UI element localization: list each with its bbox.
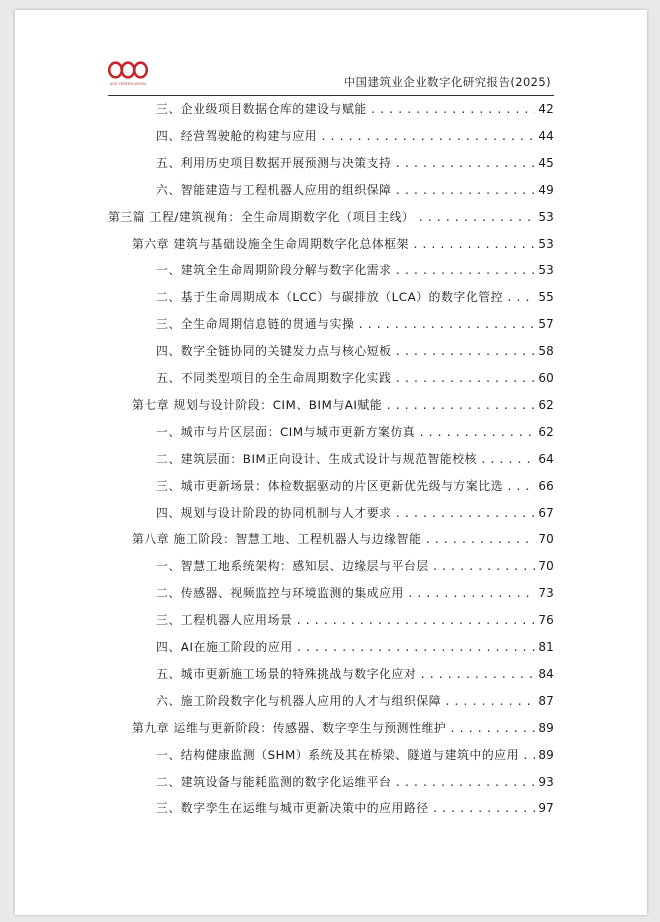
toc-entry-title: 二、传感器、视频监控与环境监测的集成应用	[156, 586, 404, 601]
toc-entry[interactable]	[156, 100, 554, 117]
toc-entry[interactable]	[156, 315, 554, 332]
toc-entry[interactable]	[156, 288, 554, 305]
toc-entry-title: 三、城市更新场景：体检数据驱动的片区更新优先级与方案比选	[156, 478, 504, 493]
toc-entry[interactable]	[156, 584, 554, 601]
toc-entry-title: 五、不同类型项目的全生命周期数字化实践	[156, 371, 392, 385]
toc-dot-leader	[522, 749, 535, 762]
toc-dot-leader	[395, 264, 536, 277]
toc-page-number: 70	[538, 532, 554, 547]
toc-entry-title: 二、基于生命周期成本（LCC）与碳排放（LCA）的数字化管控	[156, 290, 504, 305]
toc-entry-title: 第三篇 工程/建筑视角：全生命周期数字化（项目主线）	[108, 209, 415, 224]
toc-page-number: 89	[538, 720, 554, 735]
toc-entry[interactable]	[156, 423, 554, 440]
toc-entry[interactable]	[132, 530, 554, 547]
toc-page-number: 42	[538, 102, 554, 116]
toc-page-number: 45	[538, 155, 554, 170]
ace-logo-icon	[108, 60, 148, 90]
toc-dot-leader	[295, 614, 535, 627]
toc-page-number: 84	[538, 666, 554, 681]
toc-entry-title: 三、全生命周期信息链的贯通与实操	[156, 317, 355, 332]
toc-entry[interactable]	[156, 342, 554, 359]
toc-dot-leader	[419, 668, 535, 681]
toc-dot-leader	[418, 426, 535, 439]
toc-page-number: 73	[538, 586, 554, 601]
toc-entry-title: 三、企业级项目数据仓库的建设与赋能	[156, 102, 367, 116]
toc-entry-title: 三、数字孪生在运维与城市更新决策中的应用路径	[156, 801, 429, 816]
toc-entry-title: 第八章 施工阶段：智慧工地、工程机器人与边缘智能	[132, 532, 422, 547]
toc-dot-leader	[320, 130, 535, 143]
toc-entry-title: 一、建筑全生命周期阶段分解与数字化需求	[156, 263, 392, 278]
toc-entry-title: 三、工程机器人应用场景	[156, 613, 293, 628]
toc-entry[interactable]	[132, 719, 554, 736]
toc-entry-title: 二、建筑设备与能耗监测的数字化运维平台	[156, 774, 392, 789]
toc-entry-title: 六、智能建造与工程机器人应用的组织保障	[156, 182, 392, 197]
toc-dot-leader	[385, 399, 535, 412]
toc-entry[interactable]	[156, 181, 554, 198]
toc-dot-leader	[395, 345, 536, 358]
toc-entry-title: 四、规划与设计阶段的协同机制与人才要求	[156, 505, 392, 520]
toc-dot-leader	[407, 587, 535, 600]
toc-page-number: 66	[538, 478, 554, 493]
toc-entry-title: 一、智慧工地系统架构：感知层、边缘层与平台层	[156, 559, 429, 574]
toc-dot-leader	[444, 695, 535, 708]
toc-entry[interactable]	[156, 127, 554, 144]
running-header-title: 中国建筑业企业数字化研究报告(2025)	[343, 75, 551, 89]
toc-entry[interactable]	[108, 208, 554, 225]
toc-entry[interactable]	[156, 557, 554, 574]
toc-entry[interactable]	[156, 450, 554, 467]
toc-dot-leader	[417, 211, 535, 224]
toc-page-number: 89	[538, 747, 554, 762]
toc-page-number: 53	[538, 236, 554, 251]
toc-entry[interactable]	[156, 477, 554, 494]
toc-dot-leader	[506, 291, 535, 304]
toc-entry-title: 四、数字全链协同的关键发力点与核心短板	[156, 344, 392, 359]
toc-page-number: 44	[538, 128, 554, 143]
toc-page-number: 64	[538, 451, 554, 466]
toc-dot-leader	[296, 641, 536, 654]
toc-page-number: 97	[538, 801, 554, 816]
toc-entry-title: 六、施工阶段数字化与机器人应用的人才与组织保障	[156, 693, 442, 708]
toc-entry[interactable]	[156, 611, 554, 628]
toc-page-number: 76	[538, 613, 554, 628]
toc-page-number: 67	[538, 505, 554, 520]
toc-entry-title: 一、城市与片区层面：CIM与城市更新方案仿真	[156, 424, 416, 439]
toc-page-number: 49	[538, 182, 554, 197]
toc-dot-leader	[412, 238, 535, 251]
toc-entry-title: 五、城市更新施工场景的特殊挑战与数字化应对	[156, 666, 417, 681]
toc-entry[interactable]	[156, 665, 554, 682]
toc-entry[interactable]	[132, 396, 554, 413]
toc-page-number: 62	[538, 397, 554, 412]
document-page	[15, 10, 647, 915]
header-divider	[108, 95, 554, 96]
toc-dot-leader	[432, 802, 536, 815]
toc-entry[interactable]	[156, 369, 554, 386]
toc-page-number: 53	[538, 263, 554, 278]
toc-dot-leader	[370, 103, 536, 116]
toc-entry-title: 四、经营驾驶舱的构建与应用	[156, 128, 318, 143]
toc-entry[interactable]	[156, 504, 554, 521]
toc-page-number: 53	[538, 209, 554, 224]
toc-entry-title: 第九章 运维与更新阶段：传感器、数字孪生与预测性维护	[132, 720, 447, 735]
toc-dot-leader	[395, 184, 536, 197]
toc-page-number: 60	[538, 371, 554, 385]
toc-dot-leader	[506, 480, 535, 493]
toc-dot-leader	[357, 318, 535, 331]
toc-entry[interactable]	[156, 746, 554, 763]
toc-page-number: 62	[538, 424, 554, 439]
toc-page-number: 58	[538, 344, 554, 359]
toc-entry-title: 第六章 建筑与基础设施全生命周期数字化总体框架	[132, 236, 410, 251]
toc-entry[interactable]	[156, 692, 554, 709]
toc-page-number: 55	[538, 290, 554, 305]
toc-page-number: 57	[538, 317, 554, 332]
toc-dot-leader	[395, 776, 536, 789]
toc-dot-leader	[395, 372, 536, 385]
toc-page-number: 70	[538, 559, 554, 574]
logo-text: ACE CERTIFICATION	[110, 82, 146, 86]
toc-entry[interactable]	[156, 799, 554, 816]
toc-entry-title: 五、利用历史项目数据开展预测与决策支持	[156, 155, 392, 170]
toc-entry-title: 第七章 规划与设计阶段：CIM、BIM与AI赋能	[132, 397, 383, 412]
toc-entry[interactable]	[156, 638, 554, 655]
toc-entry[interactable]	[156, 154, 554, 171]
toc-dot-leader	[424, 533, 535, 546]
toc-entry[interactable]	[156, 261, 554, 278]
toc-entry-title: 四、AI在施工阶段的应用	[156, 640, 293, 654]
toc-entry[interactable]	[156, 773, 554, 790]
toc-page-number: 87	[538, 693, 554, 708]
toc-page-number: 81	[538, 640, 554, 654]
toc-entry-title: 一、结构健康监测（SHM）系统及其在桥梁、隧道与建筑中的应用	[156, 747, 520, 762]
toc-page-number: 93	[538, 774, 554, 789]
toc-dot-leader	[395, 507, 536, 520]
toc-dot-leader	[480, 453, 535, 466]
toc-entry-title: 二、建筑层面：BIM正向设计、生成式设计与规范智能校核	[156, 451, 478, 466]
toc-dot-leader	[449, 722, 535, 735]
toc-dot-leader	[395, 157, 536, 170]
toc-entry[interactable]	[132, 235, 554, 252]
toc-dot-leader	[432, 560, 536, 573]
